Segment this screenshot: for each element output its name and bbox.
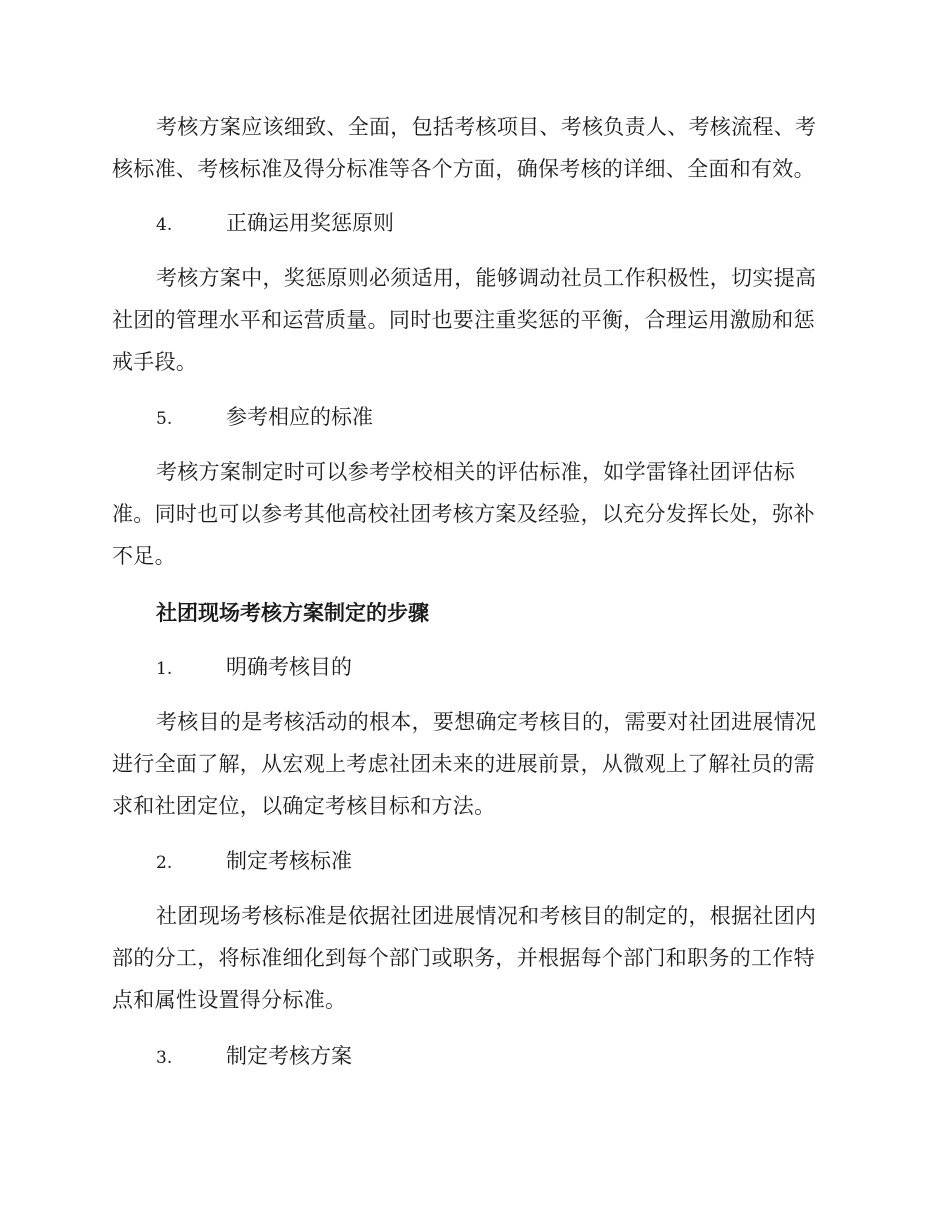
- list-item-4: [156, 202, 394, 246]
- step-item-1: [156, 646, 352, 690]
- paragraph-reward-punishment: 考核方案中，奖惩原则必须适用，能够调动社员工作积极性，切实提高社团的管理水平和运营质量。同时也要注重奖惩的平衡，合理运用激励和惩戒手段。: [112, 266, 817, 374]
- list-text: 制定考核标准: [226, 849, 352, 873]
- list-text: 制定考核方案: [226, 1044, 352, 1068]
- list-text: 明确考核目的: [226, 655, 352, 679]
- step-item-2: [156, 840, 352, 884]
- list-text: 参考相应的标准: [226, 405, 373, 429]
- list-number: 3.: [156, 1048, 173, 1068]
- section-heading: 社团现场考核方案制定的步骤: [156, 600, 429, 625]
- list-text: 正确运用奖惩原则: [226, 211, 394, 235]
- list-number: 5.: [156, 409, 173, 429]
- list-number: 4.: [156, 215, 173, 235]
- paragraph-plan-detail: 考核方案应该细致、全面，包括考核项目、考核负责人、考核流程、考核标准、考核标准及得分标准等各个方面，确保考核的详细、全面和有效。: [112, 115, 817, 181]
- list-number: 2.: [156, 853, 173, 873]
- list-number: 1.: [156, 659, 173, 679]
- list-item-5: [156, 396, 373, 440]
- step-item-3: [156, 1035, 352, 1079]
- paragraph-assessment-purpose: 考核目的是考核活动的根本，要想确定考核目的，需要对社团进展情况进行全面了解，从宏观上考虑社团未来的进展前景，从微观上了解社员的需求和社团定位，以确定考核目标和方法。: [112, 710, 817, 818]
- paragraph-reference-standard: 考核方案制定时可以参考学校相关的评估标准，如学雷锋社团评估标准。同时也可以参考其他高校社团考核方案及经验，以充分发挥长处，弥补不足。: [112, 460, 815, 568]
- paragraph-assessment-standard: 社团现场考核标准是依据社团进展情况和考核目的制定的，根据社团内部的分工，将标准细化到每个部门或职务，并根据每个部门和职务的工作特点和属性设置得分标准。: [112, 904, 817, 1012]
